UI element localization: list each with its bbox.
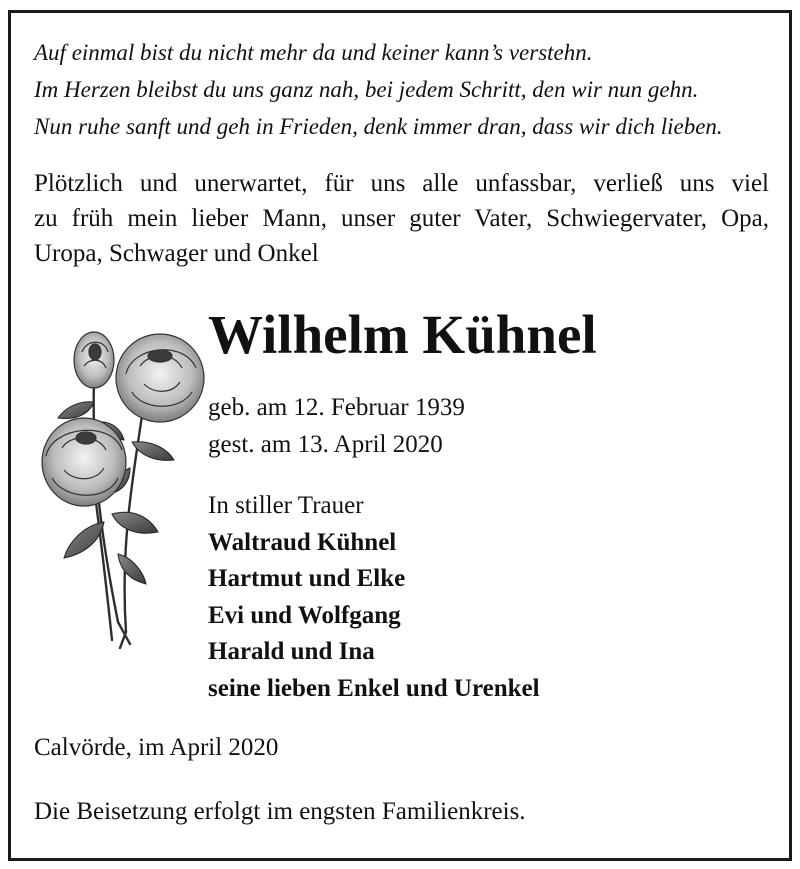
mourner-name: seine lieben Enkel und Urenkel [208, 674, 540, 702]
poem-line: Nun ruhe sanft und geh in Frieden, denk immer dran, dass wir dich lieben. [34, 114, 723, 139]
poem-line: Auf einmal bist du nicht mehr da und keiner kann’s verstehn. [34, 40, 593, 65]
announcement-line: Plötzlich und unerwartet, für uns alle unfassbar, verließ uns viel [34, 170, 769, 197]
burial-note: Die Beisetzung erfolgt im engsten Familienkreis. [34, 798, 526, 825]
roses-icon [34, 322, 206, 652]
announcement-line: zu früh mein lieber Mann, unser guter Vater, Schwiegervater, Opa, [34, 205, 769, 232]
announcement-text [34, 166, 769, 271]
mourner-name: Waltraud Kühnel [208, 528, 397, 556]
mourners-list [208, 488, 540, 707]
mourning-heading: In stiller Trauer [208, 492, 364, 519]
life-dates [208, 389, 465, 463]
place-and-date: Calvörde, im April 2020 [34, 734, 279, 761]
death-date: gest. am 13. April 2020 [208, 431, 443, 458]
birth-date: geb. am 12. Februar 1939 [208, 394, 465, 421]
mourner-name: Harald und Ina [208, 638, 375, 665]
deceased-name: Wilhelm Kühnel [208, 304, 597, 365]
announcement-line: Uropa, Schwager und Onkel [34, 240, 319, 267]
poem-line: Im Herzen bleibst du uns ganz nah, bei jedem Schritt, den wir nun gehn. [34, 77, 699, 102]
mourner-name: Evi und Wolfgang [208, 601, 401, 629]
mourner-name: Hartmut und Elke [208, 565, 406, 592]
memorial-poem [34, 34, 723, 145]
